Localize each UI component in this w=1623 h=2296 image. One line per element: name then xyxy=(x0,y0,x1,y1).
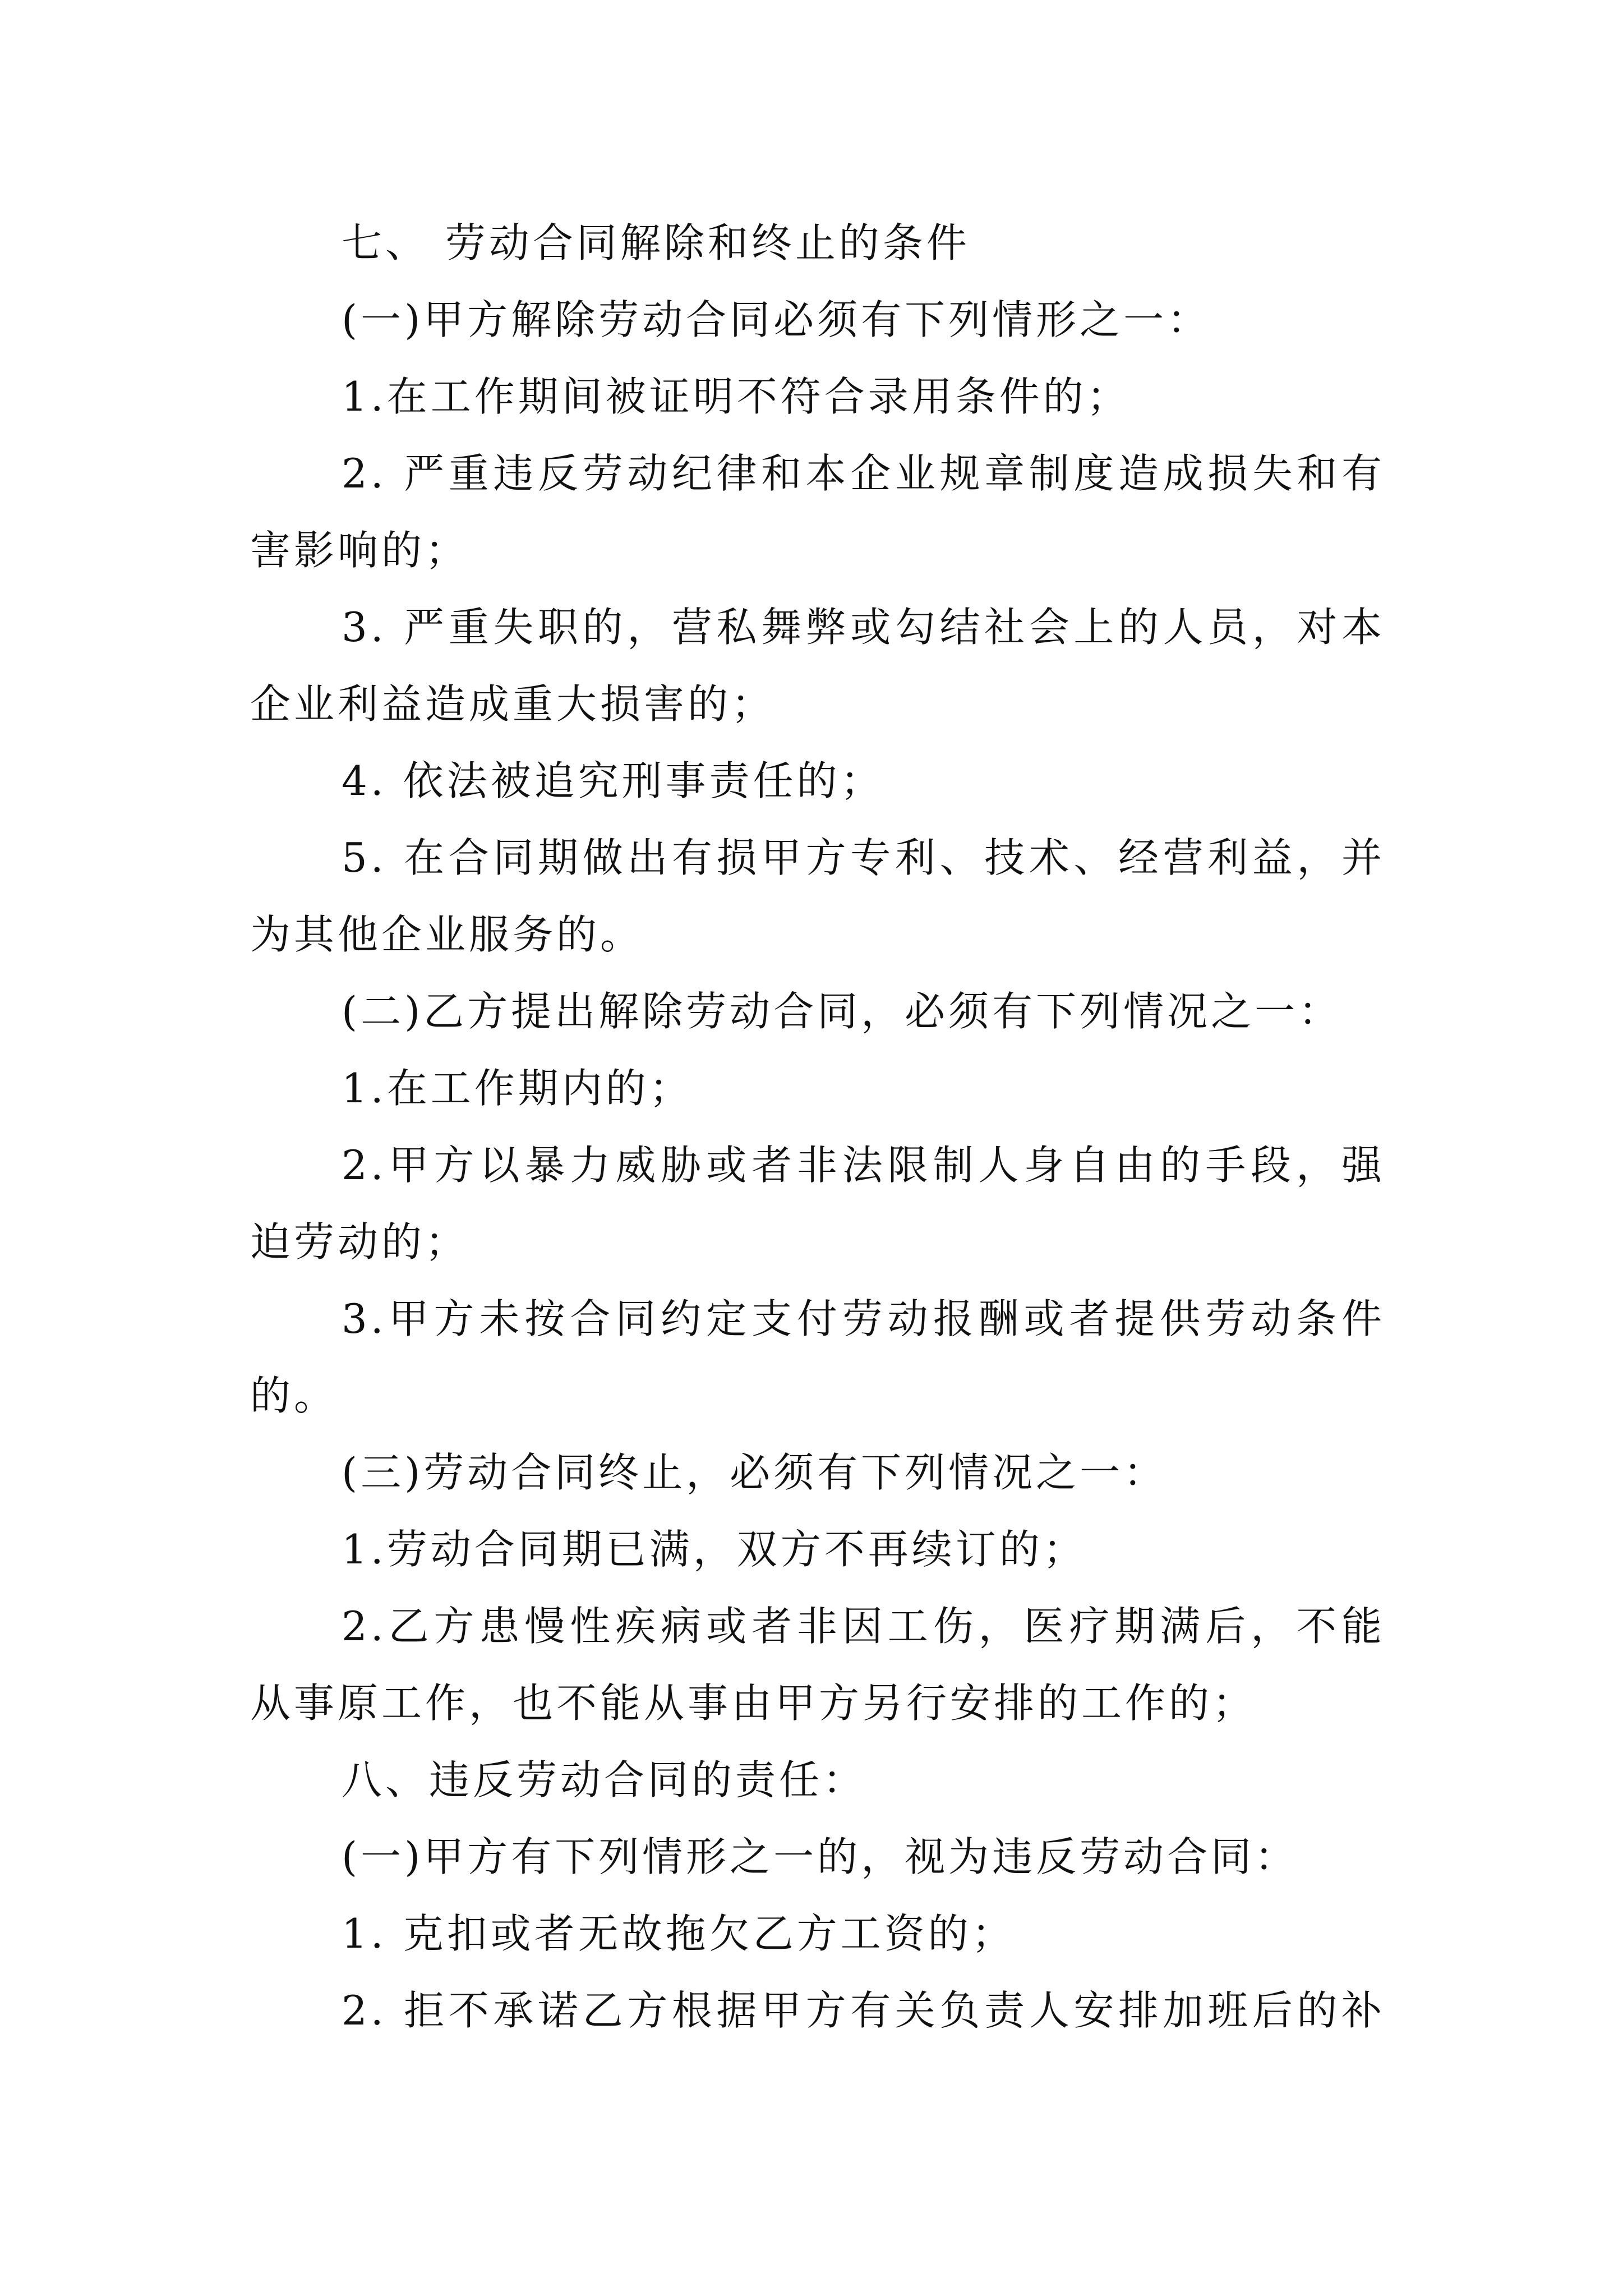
list-item xyxy=(250,1895,1385,1972)
list-item-line: 1.劳动合同期已满，双方不再续订的； xyxy=(342,1526,1087,1573)
list-item xyxy=(250,1588,1385,1742)
clause-heading-2 xyxy=(250,973,1385,1050)
clause-heading-1 xyxy=(250,282,1385,358)
list-item xyxy=(250,1972,1385,2049)
list-item xyxy=(250,820,1385,973)
list-item-line: 4. 依法被追究刑事责任的； xyxy=(342,757,884,804)
list-item-line: 2. 严重违反劳动纪律和本企业规章制度造成损失和有 xyxy=(342,450,1385,497)
clause-heading-text: (二)乙方提出解除劳动合同，必须有下列情况之一： xyxy=(342,988,1343,1035)
list-item xyxy=(250,358,1385,435)
list-item-line: 5. 在合同期做出有损甲方专利、技术、经营利益，并 xyxy=(342,834,1385,881)
list-item-continuation-line: 迫劳动的； xyxy=(250,1218,469,1266)
list-item xyxy=(250,1050,1385,1127)
list-item-line: 1.在工作期内的； xyxy=(342,1065,693,1112)
list-item-continuation-line: 从事原工作，也不能从事由甲方另行安排的工作的； xyxy=(250,1680,1257,1727)
list-item-line: 2.甲方以暴力威胁或者非法限制人身自由的手段，强 xyxy=(342,1142,1385,1189)
list-item-continuation-line: 为其他企业服务的。 xyxy=(250,911,644,958)
list-item-continuation-line: 的。 xyxy=(250,1372,338,1419)
clause-heading-text: (一)甲方有下列情形之一的，视为违反劳动合同： xyxy=(342,1833,1299,1880)
clause-heading-1 xyxy=(250,1819,1385,1895)
list-item-continuation-line: 害影响的； xyxy=(250,527,469,574)
list-item xyxy=(250,1127,1385,1281)
list-item-line: 1.在工作期间被证明不符合录用条件的； xyxy=(342,373,1131,420)
list-item-line: 2.乙方患慢性疾病或者非因工伤，医疗期满后，不能 xyxy=(342,1603,1385,1650)
list-item xyxy=(250,589,1385,743)
clause-heading-text: (一)甲方解除劳动合同必须有下列情形之一： xyxy=(342,296,1211,343)
section-heading-text: 八、违反劳动合同的责任： xyxy=(342,1756,867,1803)
section-heading-7 xyxy=(250,205,1385,282)
section-heading-text: 七、 劳动合同解除和终止的条件 xyxy=(342,219,970,266)
list-item-line: 3.甲方未按合同约定支付劳动报酬或者提供劳动条件 xyxy=(342,1295,1385,1342)
clause-heading-3 xyxy=(250,1434,1385,1511)
document-body xyxy=(250,205,1385,2049)
list-item xyxy=(250,743,1385,820)
list-item xyxy=(250,1511,1385,1588)
list-item-line: 3. 严重失职的，营私舞弊或勾结社会上的人员，对本 xyxy=(342,604,1385,651)
clause-heading-text: (三)劳动合同终止，必须有下列情况之一： xyxy=(342,1449,1168,1496)
list-item-continuation-line: 企业利益造成重大损害的； xyxy=(250,680,776,728)
list-item xyxy=(250,435,1385,589)
list-item xyxy=(250,1281,1385,1434)
section-heading-8 xyxy=(250,1742,1385,1819)
list-item-line: 2. 拒不承诺乙方根据甲方有关负责人安排加班后的补 xyxy=(342,1987,1385,2034)
list-item-line: 1. 克扣或者无故拖欠乙方工资的； xyxy=(342,1910,1016,1957)
